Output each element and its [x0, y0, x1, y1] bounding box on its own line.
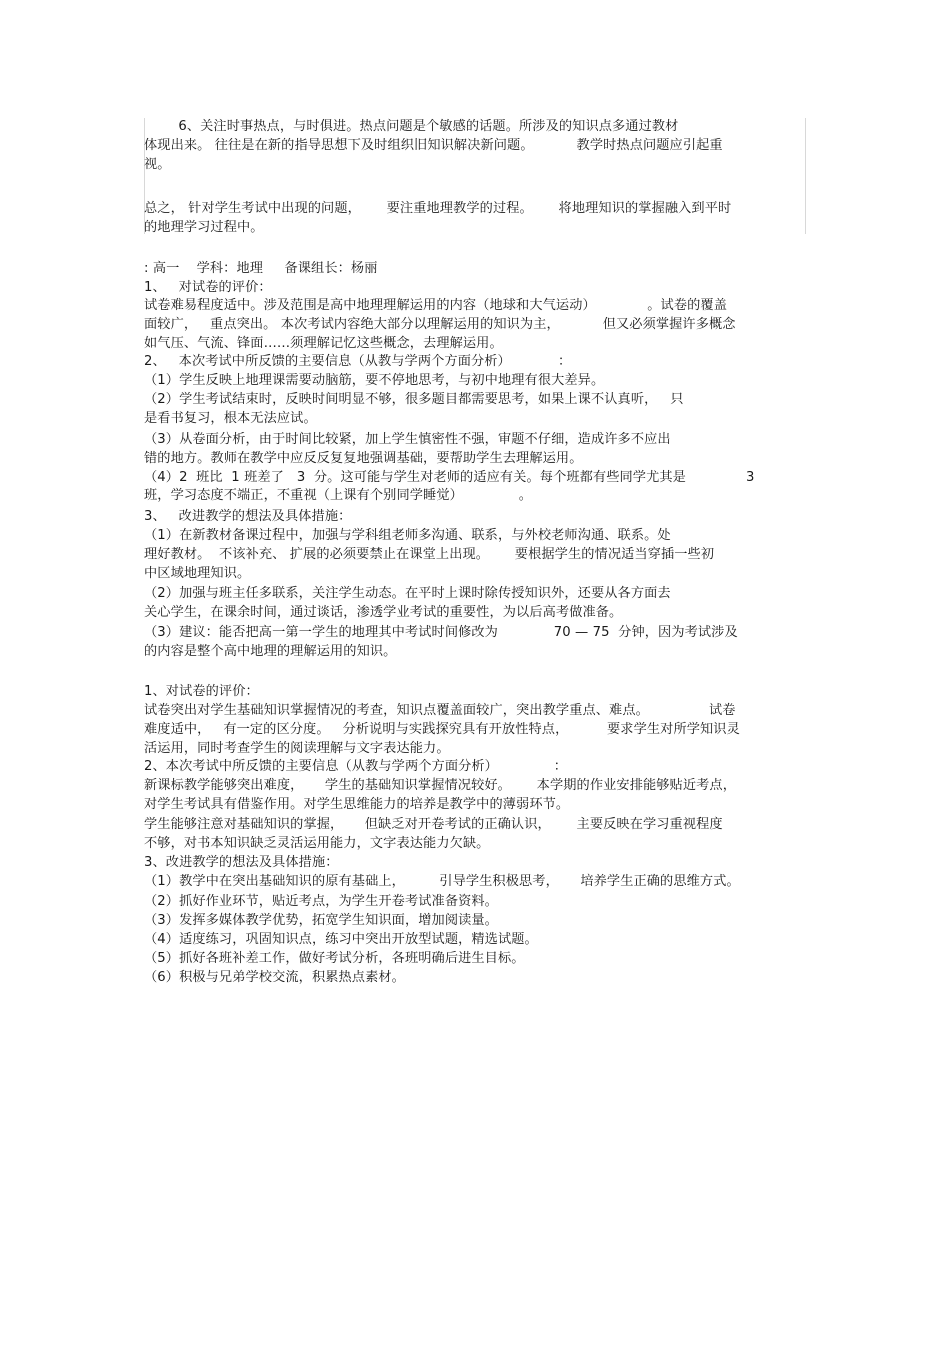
- heading-2: 2、 本次考试中所反馈的主要信息（从教与学两个方面分析） ：: [144, 354, 572, 369]
- list-item: （5）抓好各班补差工作，做好考试分析，各班明确后进生目标。: [144, 951, 525, 966]
- body-line: 新课标教学能够突出难度， 学生的基础知识掌握情况较好。 本学期的作业安排能够贴近考点，: [144, 778, 736, 793]
- heading-1: 1、 对试卷的评价：: [144, 280, 272, 295]
- body-line: 难度适中， 有一定的区分度。 分析说明与实践探究具有开放性特点， 要求学生对所学知识灵: [144, 722, 740, 737]
- list-item: （3）发挥多媒体教学优势，拓宽学生知识面，增加阅读量。: [144, 913, 498, 928]
- list-item: （6）积极与兄弟学校交流，积累热点素材。: [144, 970, 405, 985]
- intro-border-right: [805, 118, 806, 234]
- body-line: （3）从卷面分析，由于时间比较紧，加上学生慎密性不强，审题不仔细，造成许多不应出: [144, 432, 671, 447]
- list-item: （1）教学中在突出基础知识的原有基础上， 引导学生积极思考， 培养学生正确的思维方式。: [144, 874, 740, 889]
- body-line: 试卷难易程度适中。涉及范围是高中地理理解运用的内容（地球和大气运动） 。试卷的覆盖: [144, 298, 727, 313]
- list-item: （4）适度练习，巩固知识点，练习中突出开放型试题，精选试题。: [144, 932, 538, 947]
- body-line: 学生能够注意对基础知识的掌握， 但缺乏对开卷考试的正确认识， 主要反映在学习重视程度: [144, 817, 723, 832]
- body-line: 错的地方。教师在教学中应反反复复地强调基础，要帮助学生去理解运用。: [144, 451, 583, 466]
- heading-3: 3、改进教学的想法及具体措施：: [144, 855, 339, 870]
- body-line: 理好教材。 不该补充、 扩展的必须要禁止在课堂上出现。 要根据学生的情况适当穿插一些初: [144, 547, 715, 562]
- body-line: （1）在新教材备课过程中，加强与学科组老师多沟通、联系，与外校老师沟通、联系。处: [144, 528, 671, 543]
- body-line: 是看书复习，根本无法应试。: [144, 411, 317, 426]
- heading-3: 3、 改进教学的想法及具体措施：: [144, 509, 352, 524]
- body-line: （2）加强与班主任多联系，关注学生动态。在平时上课时除传授知识外，还要从各方面去: [144, 586, 671, 601]
- body-line: 对学生考试具有借鉴作用。对学生思维能力的培养是教学中的薄弱环节。: [144, 797, 570, 812]
- heading-1: 1、对试卷的评价：: [144, 684, 259, 699]
- summary-line: 总之， 针对学生考试中出现的问题， 要注重地理教学的过程。 将地理知识的掌握融入到平时: [144, 201, 732, 216]
- body-line: 面较广， 重点突出。 本次考试内容绝大部分以理解运用的知识为主， 但又必须掌握许多概念: [144, 317, 736, 332]
- body-line: （4）2 班比 1 班差了 3 分。这可能与学生对老师的适应有关。每个班都有些同学尤其是 3: [144, 470, 755, 485]
- body-line: （3）建议：能否把高一第一学生的地理其中考试时间修改为 70 — 75 分钟，因为考试涉及: [144, 625, 738, 640]
- body-line: 中区域地理知识。: [144, 566, 251, 581]
- body-line: 班，学习态度不端正，不重视（上课有个别同学睡觉） 。: [144, 488, 532, 503]
- body-line: （2）学生考试结束时，反映时间明显不够，很多题目都需要思考，如果上课不认真听， 只: [144, 392, 684, 407]
- body-line: 如气压、气流、锋面……须理解记忆这些概念，去理解运用。: [144, 336, 503, 351]
- body-line: 活运用，同时考查学生的阅读理解与文字表达能力。: [144, 741, 450, 756]
- body-line: 的内容是整个高中地理的理解运用的知识。: [144, 644, 397, 659]
- body-line: （1）学生反映上地理课需要动脑筋，要不停地思考，与初中地理有很大差异。: [144, 373, 605, 388]
- heading-2: 2、本次考试中所反馈的主要信息（从教与学两个方面分析） ：: [144, 759, 568, 774]
- body-line: 关心学生，在课余时间，通过谈话，渗透学业考试的重要性，为以后高考做准备。: [144, 605, 623, 620]
- list-item: （2）抓好作业环节，贴近考点，为学生开卷考试准备资料。: [144, 894, 498, 909]
- header-line: : 高一 学科：地理 备课组长：杨丽: [144, 261, 378, 276]
- intro-line: 体现出来。 往往是在新的指导思想下及时组织旧知识解决新问题。 教学时热点问题应引起重: [144, 138, 723, 153]
- intro-line: 视。: [144, 157, 171, 172]
- body-line: 试卷突出对学生基础知识掌握情况的考查，知识点覆盖面较广，突出教学重点、难点。 试卷: [144, 703, 736, 718]
- summary-line: 的地理学习过程中。: [144, 220, 264, 235]
- intro-line: 6、关注时事热点，与时俱进。热点问题是个敏感的话题。所涉及的知识点多通过教材: [144, 119, 679, 134]
- body-line: 不够，对书本知识缺乏灵活运用能力，文字表达能力欠缺。: [144, 836, 490, 851]
